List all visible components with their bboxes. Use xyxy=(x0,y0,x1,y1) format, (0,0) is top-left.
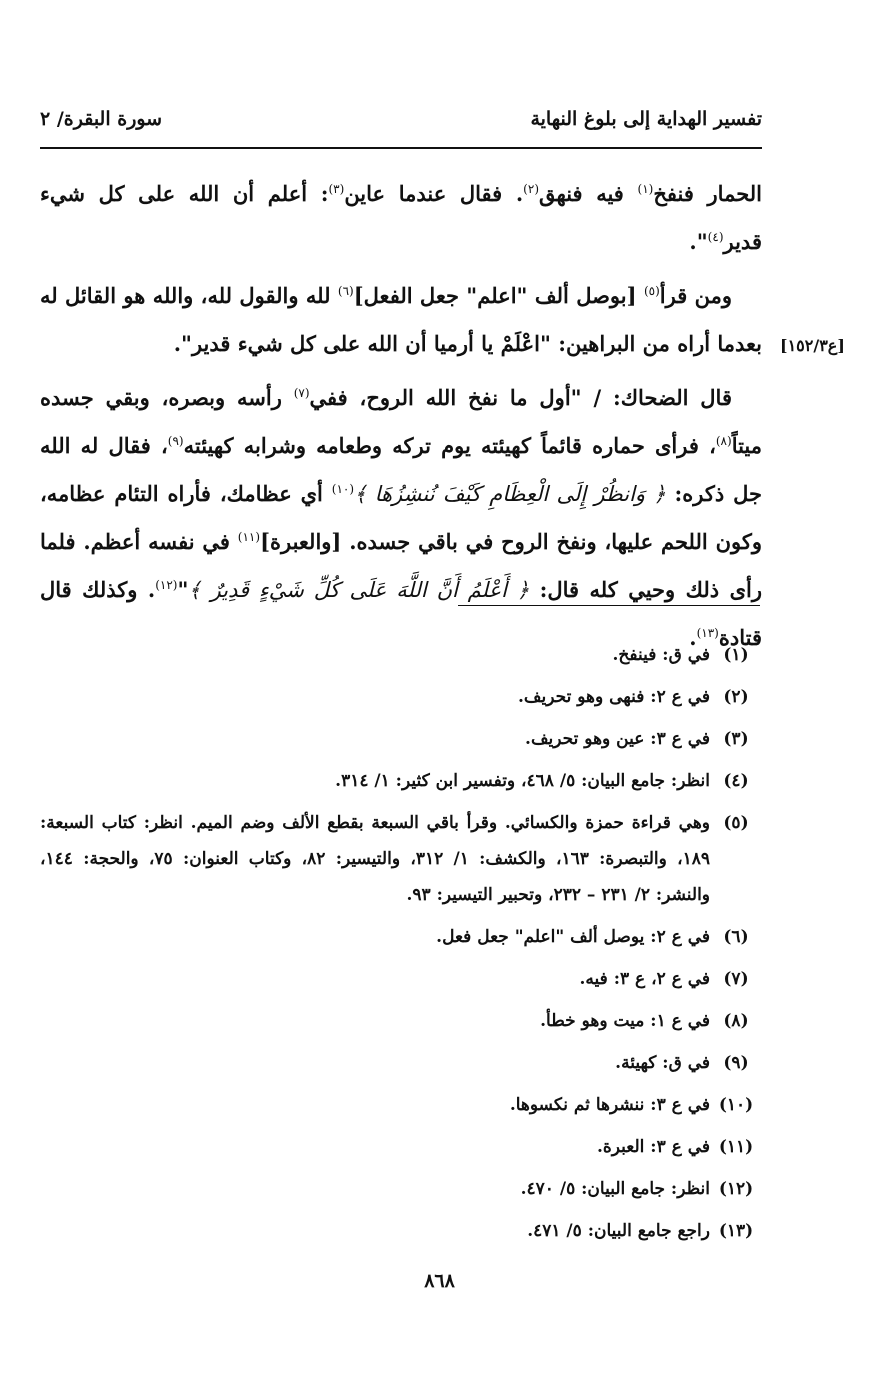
footnote-number: (٧) xyxy=(723,969,749,989)
footnote-number: (١٣) xyxy=(718,1221,754,1241)
header-rule xyxy=(40,147,762,149)
footnote-marker: (٦) xyxy=(337,284,354,298)
footnote-marker: (٢) xyxy=(523,182,539,196)
footnote-separator xyxy=(458,605,760,606)
footnote-text: في ع ٣: ننشرها ثم نكسوها. xyxy=(509,1095,710,1115)
text-run: قال الضحاك: / "أول ما نفخ الله الروح، ففي xyxy=(309,385,732,410)
footnote-item xyxy=(40,961,762,997)
footnote-number: (٤) xyxy=(723,771,749,791)
text-run: . فقال عندما عاين xyxy=(344,181,524,206)
text-run: ". xyxy=(689,229,708,254)
surah-label: سورة البقرة/ ٢ xyxy=(40,108,163,130)
text-run: فيه فنهق xyxy=(539,181,638,206)
footnote-text: في ع ٢: فنهى وهو تحريف. xyxy=(517,687,710,707)
footnote-item xyxy=(40,1171,762,1207)
text-run: في نفسه أعظم. فلما رأى ذلك وحيي كله قال: xyxy=(40,529,762,602)
text-run: لله والقول لله، والله هو القائل له بعدما أراه من البراهين: "اعْلَمْ يا أرميا أن الله على كل شيء قدير". xyxy=(40,283,762,356)
paragraph xyxy=(40,374,762,662)
footnote-item xyxy=(40,763,762,799)
text-run: [بوصل ألف "اعلم" جعل الفعل] xyxy=(353,283,644,308)
text-run: رأسه وبصره، وبقي جسده ميتاً xyxy=(40,385,763,458)
footnote-text: انظر: جامع البيان: ٥/ ٤٦٨، وتفسير ابن كثير: ١/ ٣١٤. xyxy=(335,771,710,791)
footnote-item xyxy=(40,1087,762,1123)
footnote-item xyxy=(40,637,762,673)
text-run: ، فقال له الله جل ذكره: xyxy=(40,433,763,506)
footnote-text: في ع ٣: عين وهو تحريف. xyxy=(525,729,710,749)
footnote-number: (١٠) xyxy=(718,1095,754,1115)
footnote-number: (٣) xyxy=(723,729,749,749)
footnote-marker: (١١) xyxy=(237,530,261,544)
footnote-marker: (٤) xyxy=(707,230,724,244)
footnote-marker: (١) xyxy=(637,182,654,196)
footnote-text: وهي قراءة حمزة والكسائي. وقرأ باقي السبعة بقطع الألف وضم الميم. انظر: كتاب السبعة: ١٨٩، والتبصرة: ١٦٣، والكشف: ١/ ٣١٢، والتيسير: ٨٢، وكتاب العنوان: ٧٥، والحجة: ١٤٤، والنشر: ٢/ ٢٣١ – ٢٣٢، وتحبير التيسير: ٩٣. xyxy=(40,813,711,905)
footnote-marker: (٧) xyxy=(293,386,310,400)
footnote-marker: (١٣) xyxy=(696,626,719,640)
footnote-item xyxy=(40,1003,762,1039)
footnote-number: (٨) xyxy=(723,1011,749,1031)
footnote-item xyxy=(40,919,762,955)
footnote-number: (٦) xyxy=(723,927,749,947)
footnote-text: في ع ٣: العبرة. xyxy=(596,1137,710,1157)
page-number: ٨٦٨ xyxy=(424,1270,455,1292)
quranic-verse: ﴿ أَعْلَمُ أَنَّ اللَّهَ عَلَى كُلِّ شَيْءٍ قَدِيرٌ ﴾ xyxy=(188,578,530,602)
footnote-item xyxy=(40,1129,762,1165)
paragraph xyxy=(40,170,762,266)
text-run: " xyxy=(177,577,189,602)
manuscript-margin-reference: [ع١٥٢/٣] xyxy=(780,336,845,355)
footnote-item xyxy=(40,679,762,715)
main-text xyxy=(40,170,762,668)
footnote-marker: (١٢) xyxy=(155,578,178,592)
footnote-number: (٥) xyxy=(723,813,749,833)
footnote-text: في ق: كهيئة. xyxy=(615,1053,710,1073)
footnote-text: في ع ١: ميت وهو خطأ. xyxy=(540,1011,710,1031)
quranic-verse: ﴿ وَانظُرْ إِلَى الْعِظَامِ كَيْفَ نُنشِزُهَا ﴾ xyxy=(354,482,666,506)
footnote-number: (١) xyxy=(723,645,749,665)
footnote-item xyxy=(40,721,762,757)
footnote-marker: (٨) xyxy=(715,434,732,448)
footnote-item xyxy=(40,805,762,913)
footnote-marker: (٥) xyxy=(643,284,660,298)
footnotes xyxy=(40,637,762,1255)
footnote-text: انظر: جامع البيان: ٥/ ٤٧٠. xyxy=(520,1179,710,1199)
footnote-marker: (٣) xyxy=(328,182,345,196)
footnote-text: في ع ٢: يوصل ألف "اعلم" جعل فعل. xyxy=(436,927,710,947)
footnote-marker: (١٠) xyxy=(331,482,355,496)
text-run: . وكذلك قال قتادة xyxy=(40,577,762,650)
text-run: أي عظامك، فأراه التئام عظامه، وكون اللحم عليها، ونفخ الروح في باقي جسده. [والعبرة] xyxy=(40,481,762,554)
text-run: . xyxy=(689,625,697,650)
text-run: ، فرأى حماره قائماً كهيئته يوم تركه وطعامه وشرابه كهيئته xyxy=(183,433,716,458)
text-run: ومن قرأ xyxy=(659,283,732,308)
footnote-number: (١٢) xyxy=(718,1179,754,1199)
paragraph xyxy=(40,272,762,368)
text-run: الحمار فنفخ xyxy=(653,181,762,206)
footnote-text: في ع ٢، ع ٣: فيه. xyxy=(579,969,710,989)
running-header xyxy=(40,98,762,138)
text-run: : أعلم أن الله على كل شيء قدير xyxy=(40,181,762,254)
footnote-number: (١١) xyxy=(718,1137,754,1157)
footnote-marker: (٩) xyxy=(167,434,184,448)
book-title: تفسير الهداية إلى بلوغ النهاية xyxy=(530,108,762,130)
footnote-text: في ق: فينفخ. xyxy=(612,645,710,665)
footnote-number: (٩) xyxy=(723,1053,749,1073)
footnote-number: (٢) xyxy=(723,687,749,707)
footnote-item xyxy=(40,1045,762,1081)
footnote-text: راجع جامع البيان: ٥/ ٤٧١. xyxy=(527,1221,710,1241)
footnote-item xyxy=(40,1213,762,1249)
